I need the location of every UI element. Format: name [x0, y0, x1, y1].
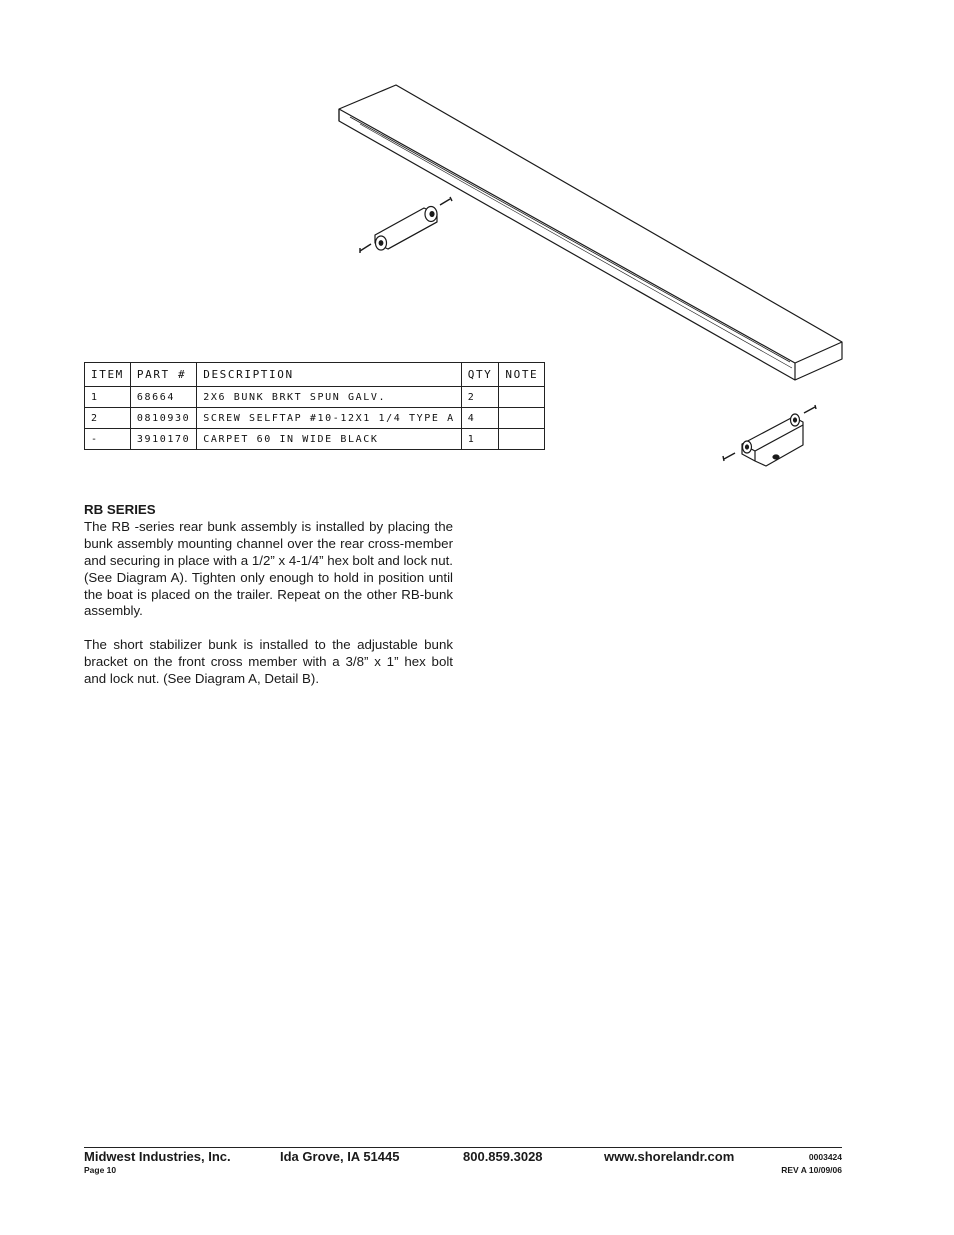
header-qty: QTY	[461, 363, 499, 387]
table-row	[85, 387, 545, 408]
page-footer	[84, 1147, 842, 1175]
footer-website: www.shorelandr.com	[604, 1149, 735, 1164]
section-paragraph-1: The RB -series rear bunk assembly is installed by placing the bunk assembly mounting channel over the rear cross-member and securing in place with a 1/2” x 4-1/4” hex bolt and lock nut. (See Diagram A). Tighten only enough to hold in position until the boat is placed on the trailer. Repeat on the other RB-bunk assembly.	[84, 518, 453, 619]
footer-revision: REV A 10/09/06	[781, 1165, 842, 1175]
screw-upper-right	[440, 197, 452, 205]
cell-item: 1	[85, 387, 131, 408]
parts-list-table	[84, 362, 545, 450]
cell-item: 2	[85, 408, 131, 429]
section-heading: RB SERIES	[84, 502, 156, 517]
cell-item: -	[85, 429, 131, 450]
cell-qty: 2	[461, 387, 499, 408]
cell-description: CARPET 60 IN WIDE BLACK	[197, 429, 461, 450]
cell-description: 2X6 BUNK BRKT SPUN GALV.	[197, 387, 461, 408]
cell-qty: 4	[461, 408, 499, 429]
cell-note	[499, 429, 545, 450]
footer-location: Ida Grove, IA 51445	[280, 1149, 400, 1164]
cell-part-number: 68664	[130, 387, 196, 408]
cell-note	[499, 408, 545, 429]
cell-qty: 1	[461, 429, 499, 450]
screw-upper-left	[360, 244, 371, 253]
footer-phone: 800.859.3028	[463, 1149, 543, 1164]
header-part-number: PART #	[130, 363, 196, 387]
bunk-bracket-upper	[375, 207, 437, 251]
section-paragraph-2: The short stabilizer bunk is installed to the adjustable bunk bracket on the front cross member with a 3/8” x 1” hex bolt and lock nut. (See Diagram A, Detail B).	[84, 637, 453, 687]
screw-lower-left	[723, 453, 735, 461]
cell-part-number: 3910170	[130, 429, 196, 450]
footer-company: Midwest Industries, Inc.	[84, 1149, 231, 1164]
header-item: ITEM	[85, 363, 131, 387]
bunk-bracket-lower	[742, 414, 803, 466]
table-row	[85, 408, 545, 429]
footer-doc-number: 0003424	[808, 1152, 842, 1162]
rb-series-section	[84, 502, 453, 705]
footer-rule	[84, 1147, 842, 1148]
footer-page-number: Page 10	[84, 1165, 117, 1175]
cell-note	[499, 387, 545, 408]
parts-table-header-row	[85, 363, 545, 387]
screw-lower-right	[804, 405, 816, 413]
cell-description: SCREW SELFTAP #10-12X1 1/4 TYPE A	[197, 408, 461, 429]
table-row	[85, 429, 545, 450]
header-note: NOTE	[499, 363, 545, 387]
header-description: DESCRIPTION	[197, 363, 461, 387]
cell-part-number: 0810930	[130, 408, 196, 429]
